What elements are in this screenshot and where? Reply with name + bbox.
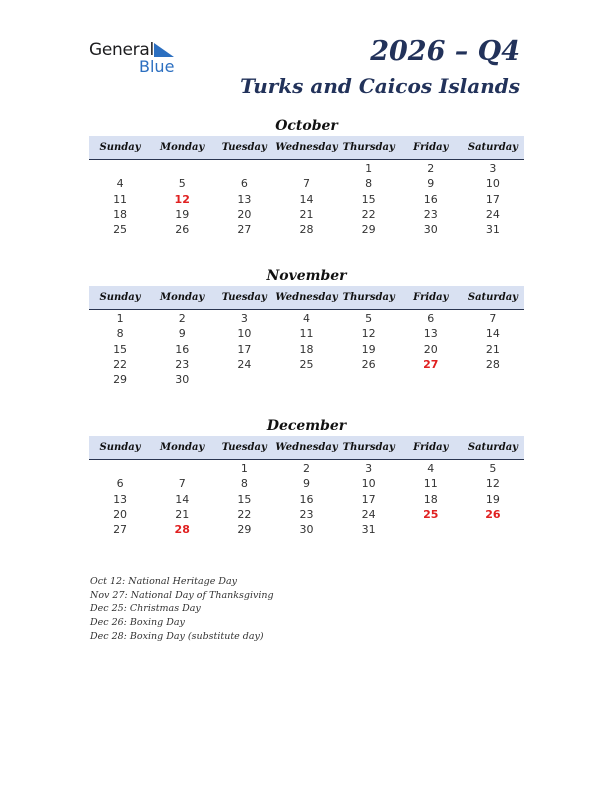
- weekday-label: Friday: [413, 292, 449, 303]
- day-cell: 20: [237, 207, 252, 221]
- empty-day-cell: [400, 522, 462, 537]
- day-cell: 30: [299, 523, 314, 537]
- week-row: [89, 326, 524, 341]
- day-cell: 29: [237, 523, 252, 537]
- day-cell: 19: [485, 492, 500, 506]
- day-cell: 8: [240, 477, 248, 491]
- holiday-day-cell: 27: [423, 357, 439, 371]
- empty-day-cell: [338, 372, 400, 387]
- day-cell: 24: [485, 207, 500, 221]
- day-cell: 3: [489, 162, 497, 175]
- weekday-label: Monday: [160, 142, 205, 153]
- empty-day-cell: [400, 372, 462, 387]
- day-cell: 31: [485, 223, 500, 237]
- weekday-label: Wednesday: [275, 442, 338, 453]
- day-cell: 12: [361, 327, 376, 341]
- day-cell: 14: [485, 327, 500, 341]
- week-row: [89, 222, 524, 237]
- day-cell: 3: [240, 312, 248, 325]
- holiday-day-cell: 26: [485, 507, 501, 521]
- day-cell: 21: [175, 507, 190, 521]
- month-weeks: [89, 311, 524, 387]
- empty-day-cell: [462, 522, 524, 537]
- day-cell: 20: [423, 342, 438, 356]
- day-cell: 9: [302, 477, 310, 491]
- weekday-label: Saturday: [467, 292, 518, 303]
- day-cell: 11: [423, 477, 438, 491]
- day-cell: 23: [175, 357, 190, 371]
- page-title: 2026 – Q4: [370, 36, 520, 67]
- day-cell: 7: [302, 177, 310, 191]
- weekday-header: [89, 286, 524, 310]
- weekday-label: Friday: [413, 442, 449, 453]
- week-row: [89, 161, 524, 176]
- week-row: [89, 192, 524, 207]
- holiday-notes: [90, 575, 274, 643]
- empty-day-cell: [151, 461, 213, 476]
- day-cell: 8: [365, 177, 373, 191]
- day-cell: 14: [175, 492, 190, 506]
- day-cell: 24: [237, 357, 252, 371]
- week-row: [89, 342, 524, 357]
- weekday-label: Wednesday: [275, 292, 338, 303]
- day-cell: 2: [302, 462, 310, 475]
- weekday-label: Tuesday: [221, 142, 267, 153]
- holiday-day-cell: 12: [174, 192, 190, 206]
- day-cell: 13: [237, 192, 252, 206]
- day-cell: 7: [489, 312, 497, 325]
- day-cell: 19: [361, 342, 376, 356]
- day-cell: 30: [175, 373, 190, 387]
- day-cell: 4: [116, 177, 124, 191]
- weekday-label: Monday: [160, 292, 205, 303]
- day-cell: 1: [240, 462, 248, 475]
- month-weeks: [89, 161, 524, 237]
- weekday-label: Tuesday: [221, 442, 267, 453]
- day-cell: 28: [299, 223, 314, 237]
- week-row: [89, 476, 524, 491]
- week-row: [89, 492, 524, 507]
- logo-text-general: General: [89, 40, 154, 60]
- day-cell: 4: [302, 312, 310, 325]
- day-cell: 2: [427, 162, 435, 175]
- empty-day-cell: [213, 161, 275, 176]
- day-cell: 16: [175, 342, 190, 356]
- week-row: [89, 207, 524, 222]
- day-cell: 8: [116, 327, 124, 341]
- empty-day-cell: [213, 372, 275, 387]
- day-cell: 9: [178, 327, 186, 341]
- week-row: [89, 522, 524, 537]
- day-cell: 10: [237, 327, 252, 341]
- weekday-label: Thursday: [342, 142, 395, 153]
- day-cell: 25: [299, 357, 314, 371]
- day-cell: 1: [116, 312, 124, 325]
- day-cell: 26: [361, 357, 376, 371]
- day-cell: 12: [485, 477, 500, 491]
- day-cell: 10: [485, 177, 500, 191]
- weekday-label: Saturday: [467, 142, 518, 153]
- empty-day-cell: [89, 461, 151, 476]
- day-cell: 13: [113, 492, 128, 506]
- week-row: [89, 507, 524, 522]
- generalblue-logo: [89, 40, 199, 80]
- day-cell: 18: [423, 492, 438, 506]
- day-cell: 11: [113, 192, 128, 206]
- month-name: December: [266, 418, 347, 434]
- day-cell: 22: [361, 207, 376, 221]
- holiday-note: Oct 12: National Heritage Day: [90, 576, 237, 587]
- page-subtitle: Turks and Caicos Islands: [240, 74, 520, 98]
- weekday-label: Wednesday: [275, 142, 338, 153]
- day-cell: 16: [423, 192, 438, 206]
- day-cell: 2: [178, 312, 186, 325]
- flag-icon: [152, 42, 176, 58]
- weekday-label: Thursday: [342, 442, 395, 453]
- week-row: [89, 311, 524, 326]
- day-cell: 21: [485, 342, 500, 356]
- empty-day-cell: [151, 161, 213, 176]
- day-cell: 5: [178, 177, 186, 191]
- logo-text-blue: Blue: [139, 57, 175, 76]
- day-cell: 28: [485, 357, 500, 371]
- day-cell: 29: [113, 373, 128, 387]
- day-cell: 18: [299, 342, 314, 356]
- day-cell: 7: [178, 477, 186, 491]
- day-cell: 23: [423, 207, 438, 221]
- day-cell: 20: [113, 507, 128, 521]
- day-cell: 26: [175, 223, 190, 237]
- week-row: [89, 176, 524, 191]
- holiday-day-cell: 28: [174, 523, 190, 537]
- empty-day-cell: [89, 161, 151, 176]
- month-weeks: [89, 461, 524, 537]
- day-cell: 15: [237, 492, 252, 506]
- day-cell: 23: [299, 507, 314, 521]
- holiday-note: Dec 28: Boxing Day (substitute day): [90, 630, 264, 642]
- day-cell: 3: [365, 462, 373, 475]
- holiday-day-cell: 25: [423, 507, 439, 521]
- holiday-note: Nov 27: National Day of Thanksgiving: [90, 589, 274, 601]
- day-cell: 13: [423, 327, 438, 341]
- day-cell: 24: [361, 507, 376, 521]
- day-cell: 15: [361, 192, 376, 206]
- day-cell: 16: [299, 492, 314, 506]
- weekday-label: Monday: [160, 442, 205, 453]
- weekday-label: Friday: [413, 142, 449, 153]
- day-cell: 1: [365, 162, 373, 175]
- day-cell: 30: [423, 223, 438, 237]
- month-name: November: [266, 268, 347, 284]
- holiday-note: Dec 25: Christmas Day: [90, 603, 201, 615]
- day-cell: 5: [489, 462, 497, 475]
- day-cell: 29: [361, 223, 376, 237]
- day-cell: 6: [427, 312, 435, 325]
- day-cell: 25: [113, 223, 128, 237]
- day-cell: 27: [237, 223, 252, 237]
- day-cell: 14: [299, 192, 314, 206]
- weekday-label: Tuesday: [221, 292, 267, 303]
- day-cell: 22: [237, 507, 252, 521]
- weekday-label: Sunday: [99, 442, 141, 453]
- month-calendar-october: [89, 116, 524, 237]
- day-cell: 10: [361, 477, 376, 491]
- day-cell: 11: [299, 327, 314, 341]
- day-cell: 27: [113, 523, 128, 537]
- week-row: [89, 372, 524, 387]
- holiday-note: Dec 26: Boxing Day: [90, 617, 185, 629]
- day-cell: 18: [113, 207, 128, 221]
- week-row: [89, 461, 524, 476]
- day-cell: 31: [361, 523, 376, 537]
- empty-day-cell: [275, 161, 337, 176]
- weekday-header: [89, 136, 524, 160]
- weekday-label: Saturday: [467, 442, 518, 453]
- day-cell: 22: [113, 357, 128, 371]
- day-cell: 17: [237, 342, 252, 356]
- day-cell: 6: [240, 177, 248, 191]
- day-cell: 6: [116, 477, 124, 491]
- weekday-label: Sunday: [99, 142, 141, 153]
- day-cell: 9: [427, 177, 435, 191]
- empty-day-cell: [275, 372, 337, 387]
- month-calendar-november: [89, 266, 524, 387]
- weekday-label: Sunday: [99, 292, 141, 303]
- empty-day-cell: [462, 372, 524, 387]
- weekday-header: [89, 436, 524, 460]
- week-row: [89, 357, 524, 372]
- day-cell: 15: [113, 342, 128, 356]
- day-cell: 5: [365, 312, 373, 325]
- day-cell: 4: [427, 462, 435, 475]
- day-cell: 19: [175, 207, 190, 221]
- month-name: October: [275, 118, 338, 134]
- day-cell: 17: [485, 192, 500, 206]
- month-calendar-december: [89, 416, 524, 537]
- day-cell: 21: [299, 207, 314, 221]
- day-cell: 17: [361, 492, 376, 506]
- weekday-label: Thursday: [342, 292, 395, 303]
